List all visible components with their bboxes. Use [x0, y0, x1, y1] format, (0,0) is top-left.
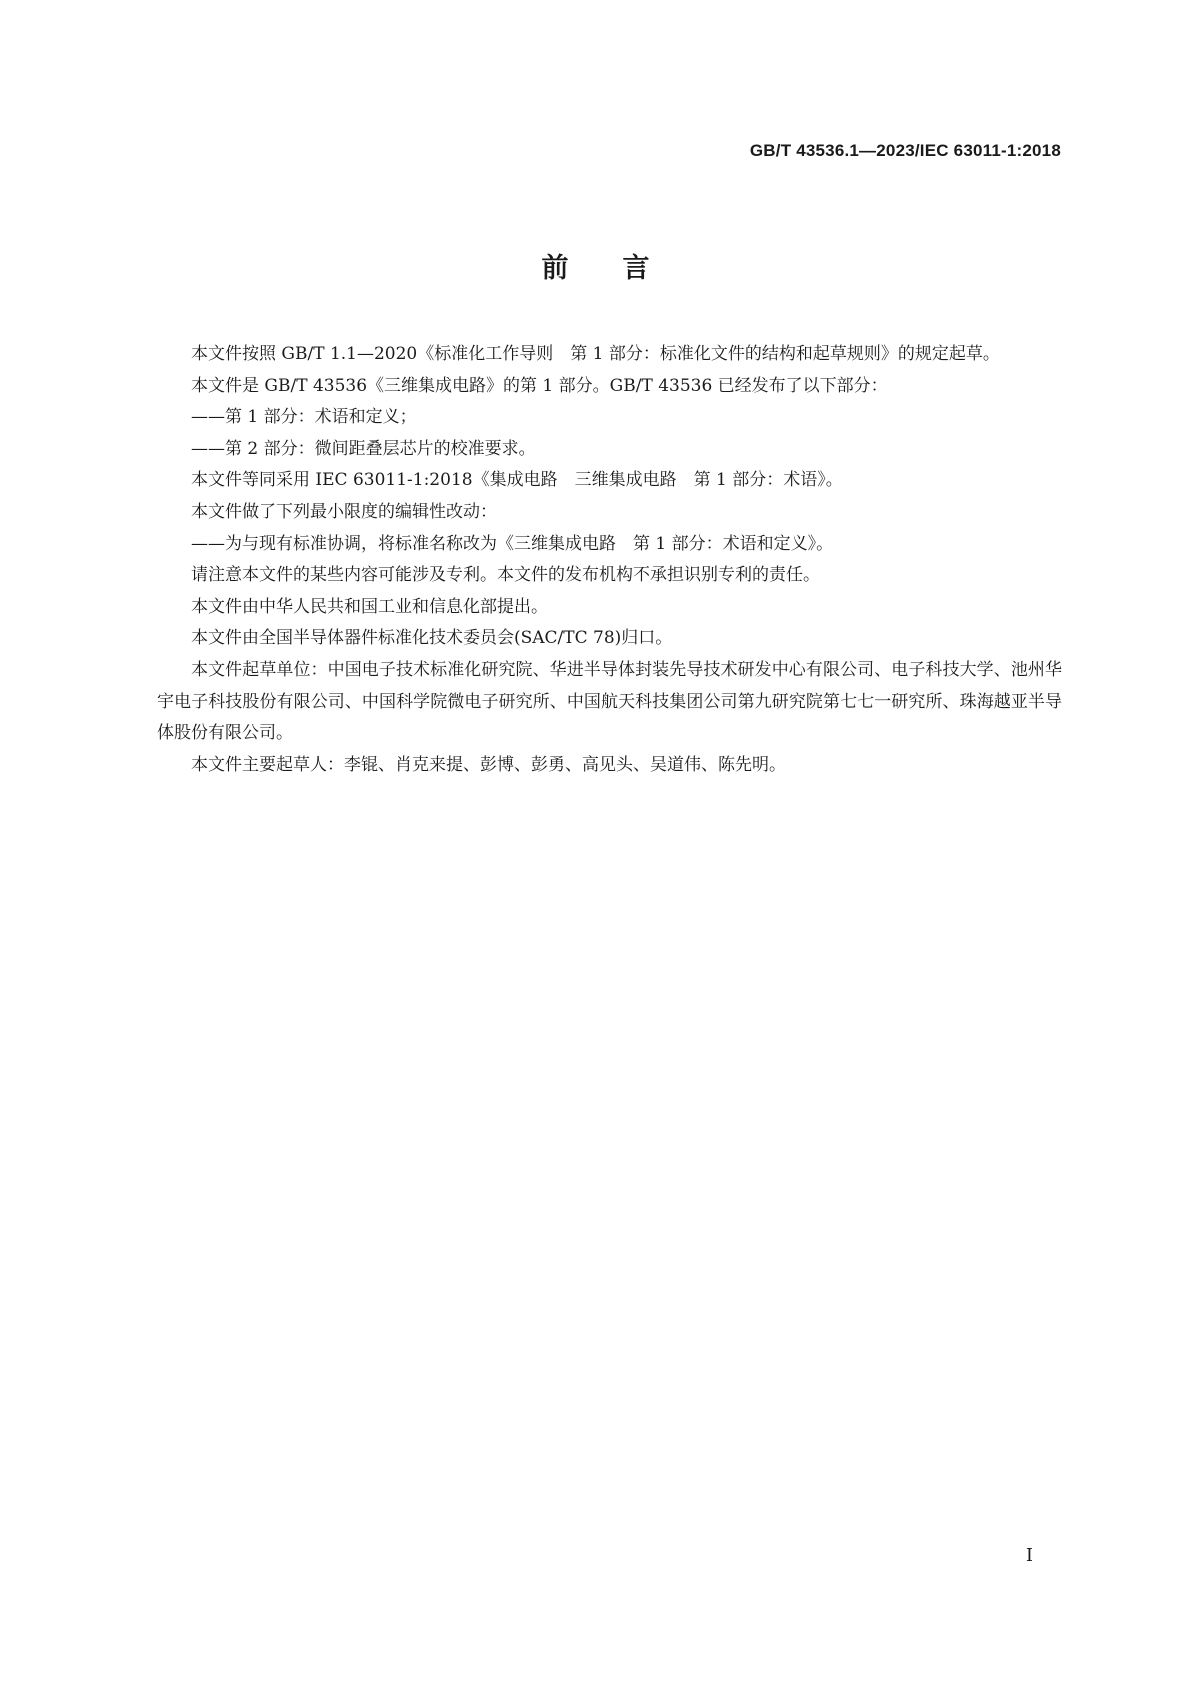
paragraph-drafting-rules: 本文件按照 GB/T 1.1—2020《标准化工作导则 第 1 部分：标准化文件的结构和起草规则》的规定起草。 [191, 344, 1000, 364]
paragraph-identical-adoption: 本文件等同采用 IEC 63011-1:2018《集成电路 三维集成电路 第 1 部分：术语》。 [191, 470, 843, 491]
standard-number-header: GB/T 43536.1—2023/IEC 63011-1:2018 [749, 141, 1061, 160]
paragraph-patent-notice: 请注意本文件的某些内容可能涉及专利。本文件的发布机构不承担识别专利的责任。 [191, 565, 820, 586]
paragraph-editorial-changes: 本文件做了下列最小限度的编辑性改动： [191, 501, 497, 522]
page-number: I [1025, 1545, 1033, 1566]
paragraph-drafting-organizations: 本文件起草单位：中国电子技术标准化研究院、华进半导体封装先导技术研发中心有限公司、电子科技大学、池州华宇电子科技股份有限公司、中国科学院微电子研究所、中国航天科技集团公司第九研究院第七七一研究所、珠海越亚半导体股份有限公司。 [157, 659, 1062, 744]
paragraph-title-change: ——为与现有标准协调，将标准名称改为《三维集成电路 第 1 部分：术语和定义》。 [191, 533, 834, 554]
page-title: 前言 [541, 253, 704, 284]
paragraph-proposed-by: 本文件由中华人民共和国工业和信息化部提出。 [191, 596, 548, 617]
paragraph-part-2: ——第 2 部分：微间距叠层芯片的校准要求。 [191, 438, 536, 459]
paragraph-part-1: ——第 1 部分：术语和定义； [191, 407, 417, 428]
paragraph-technical-committee: 本文件由全国半导体器件标准化技术委员会(SAC/TC 78)归口。 [191, 628, 673, 649]
paragraph-series-intro: 本文件是 GB/T 43536《三维集成电路》的第 1 部分。GB/T 43536 已经发布了以下部分： [191, 375, 888, 396]
paragraph-drafters: 本文件主要起草人：李锟、肖克来提、彭博、彭勇、高见头、吴道伟、陈先明。 [191, 754, 786, 775]
foreword-body [157, 339, 1062, 781]
